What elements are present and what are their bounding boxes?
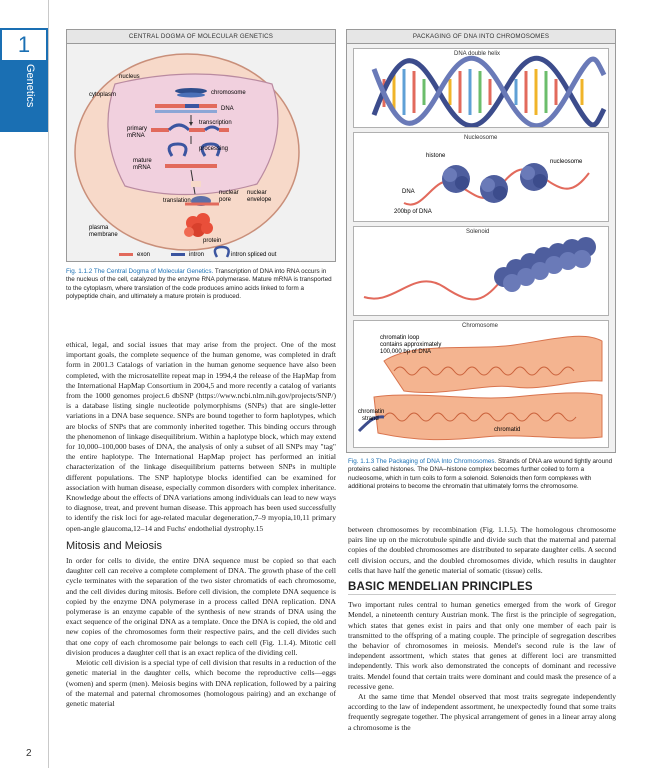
histone-bead bbox=[480, 175, 508, 203]
chapter-number: 1 bbox=[2, 30, 46, 60]
paragraph: In order for cells to divide, the entire DNA sequence must be copied so that each daughter cell can receive a complete complement of DNA. The growth phase of the cell cycle terminates with the separation of the two sister chromatids of each chromosome, and the cell divides during mitosis. Before cell division, the complete DNA sequence is copied by the enzyme DNA polymerase in a process called DNA replication. DNA polymerase is an enzyme capable of the synthesis of new strands of DNA using the exact sequence of the original DNA as a template. Once the DNA is copied, the old and new copies of the chromosomes form their respective pairs, and the cell divides such that one copy of each chromosome pair belongs to each cell (Fig. 1.1.4). Mitotic cell division produces a daughter cell that is an exact replica of the dividing cell. bbox=[66, 556, 336, 657]
panel-helix-title: DNA double helix bbox=[454, 51, 501, 57]
heading-mitosis: Mitosis and Meiosis bbox=[66, 539, 162, 552]
paragraph: Two important rules central to human genetics emerged from the work of Gregor Mendel, a nineteenth century Austrian monk. The first is the principle of segregation, which states that genes exist in pairs and that only one member of each pair is transmitted to the offspring of a mating couple. The principle of segregation describes the behavior of chromosomes in meiosis. Mendel's second rule is the law of independent assortment, which states that genes at different loci are transmitted independently. This work also demonstrated the concepts of dominant and recessive traits. Mendel found that certain traits were dominant and could mask the presence of a recessive gene. bbox=[348, 600, 616, 691]
label-chromosome: chromosome bbox=[211, 90, 246, 96]
label-transcription: transcription bbox=[199, 120, 232, 126]
nucleosome-drawing bbox=[354, 133, 608, 221]
panel-chromosome bbox=[353, 320, 609, 448]
legend-intron: intron bbox=[189, 252, 205, 258]
page-number: 2 bbox=[26, 748, 32, 759]
chromosome-drawing bbox=[354, 321, 608, 447]
label-dna: DNA bbox=[402, 189, 415, 195]
paragraph: between chromosomes by recombination (Fig. 1.1.5). The homologous chromosome pairs line up on the microtubule spindle and divide such that the maternal and paternal copies of the doubled chromosomes are distributed to separate daughter cells. A second cell division occurs, and the doubled chromosomes divide, which results in daughter cells that have half the genetic material of somatic (tissue) cells. bbox=[348, 525, 616, 575]
figure-header: CENTRAL DOGMA OF MOLECULAR GENETICS bbox=[67, 30, 335, 44]
label-processing: processing bbox=[199, 146, 229, 152]
label-200bp: 200bp of DNA bbox=[394, 209, 432, 215]
tab-divider bbox=[48, 0, 49, 768]
panel-nucleosome-title: Nucleosome bbox=[464, 135, 498, 141]
panel-solenoid bbox=[353, 226, 609, 316]
caption-fig-1-1-2 bbox=[66, 268, 334, 302]
central-dogma-diagram bbox=[67, 44, 335, 261]
label-histone: histone bbox=[426, 153, 446, 159]
label-loop: chromatin loop contains approximately 100,000 bp of DNA bbox=[380, 335, 442, 355]
label-translation: translation bbox=[163, 198, 191, 204]
label-nucleus: nucleus bbox=[119, 74, 140, 80]
label-nuclear-pore: nuclear pore bbox=[219, 190, 239, 203]
solenoid-coil bbox=[494, 237, 596, 292]
label-plasma-membrane: plasma membrane bbox=[89, 225, 118, 238]
left-column bbox=[66, 340, 336, 709]
label-cytoplasm: cytoplasm bbox=[89, 92, 117, 98]
chapter-tab bbox=[0, 0, 48, 768]
base-pairs bbox=[384, 69, 582, 115]
caption-body: Strands of DNA are wound tightly around proteins called histones. The DNA–histone complex becomes further coiled to form a nucleosome, which in turn coils to form a solenoid. Solenoids then form complexes with additional proteins to become the chromatin that ultimately forms the chromosome. bbox=[348, 458, 613, 491]
caption-title: Fig. 1.1.3 The Packaging of DNA Into Chromosomes. bbox=[348, 458, 497, 465]
label-dna: DNA bbox=[221, 106, 234, 112]
solenoid-drawing bbox=[354, 227, 608, 315]
label-strand: chromatin strand bbox=[358, 409, 385, 422]
label-nucleosome: nucleosome bbox=[550, 159, 583, 165]
histone-bead bbox=[520, 163, 548, 191]
dna-helix-drawing bbox=[354, 49, 608, 127]
panel-nucleosome bbox=[353, 132, 609, 222]
histone-bead bbox=[442, 165, 470, 193]
heading-mendel: BASIC MENDELIAN PRINCIPLES bbox=[348, 582, 616, 595]
legend-intron-spliced: intron spliced out bbox=[231, 252, 277, 258]
mature-mrna bbox=[165, 164, 217, 168]
paragraph: ethical, legal, and social issues that may arise from the project. One of the most important goals, the complete sequence of the human genome, was completed in draft form in 2001.3 Catalogs of variation in the human genome sequence have also been completed, with the microsatellite repeat map in 1994,4 the release of the HapMap from the International HapMap Consortium in 2004,5 and more recently a catalog of variants from the 1000 genomes project.6 dbSNP (https://www.ncbi.nlm.nih.gov/projects/SNP/) is a database listing single nucleotide polymorphisms (SNPs) that are single-letter variations in a DNA base sequence. SNPs are bound together to form haplotypes, which are blocks of SNPs that are commonly inherited together. This binding occurs through the phenomenon of linkage disequilibrium. Within a haplotype block, which may extend for 10,000–100,000 bases of DNA, the analysis of only a subset of all SNPs may "tag" the entire haplotype. The International HapMap project has performed an initial characterization of the linkage disequilibrium patterns between SNPs in multiple different populations. The SNP haplotype blocks identified can be examined for association with human disease, especially common disorders with complex inheritance. Knowledge about the effects of DNA variations among individuals can lead to new ways to diagnose, treat, and prevent human disease. This approach has been used successfully to identify the risk loci for age-related macular degeneration,7–9 myopia,10,11 primary open-angle glaucoma,12–14 and Fuchs' endothelial dystrophy.15 bbox=[66, 340, 337, 533]
caption-body: Transcription of DNA into RNA occurs in the nucleus of the cell, catalyzed by the enzyme RNA polymerase. Mature mRNA is transported to the cytoplasm, where translation of the code produces amino acids linked to form a polypeptide chain, and ultimately a mature protein is produced. bbox=[66, 268, 332, 301]
paragraph: Meiotic cell division is a special type of cell division that results in a reduction of the genetic material in the daughter cells, which become the reproductive cells—eggs (women) and sperm (men). Meiosis begins with DNA replication, followed by a pairing of the maternal and paternal chromosomes (homologous pairing) and an exchange of genetic material bbox=[66, 658, 336, 708]
label-protein: protein bbox=[203, 238, 222, 244]
legend-exon: exon bbox=[137, 252, 151, 258]
right-column bbox=[348, 525, 616, 733]
label-nuclear-envelope: nuclear envelope bbox=[247, 190, 272, 203]
panel-solenoid-title: Solenoid bbox=[466, 229, 490, 235]
figure-central-dogma bbox=[66, 29, 336, 262]
panel-helix bbox=[353, 48, 609, 128]
figure-dna-packaging bbox=[346, 29, 616, 453]
chromosome-icon bbox=[175, 88, 207, 98]
panel-chromosome-title: Chromosome bbox=[462, 323, 499, 329]
figure-header: PACKAGING OF DNA INTO CHROMOSOMES bbox=[347, 30, 615, 44]
caption-title: Fig. 1.1.2 The Central Dogma of Molecular Genetics. bbox=[66, 268, 214, 275]
caption-fig-1-1-3 bbox=[348, 458, 616, 492]
label-chromatid: chromatid bbox=[494, 427, 521, 433]
paragraph: At the same time that Mendel observed that most traits segregate independently according to the law of independent assortment, he unexpectedly found that some traits frequently segregate together. The physical arrangement of genes in a linear array along a chromosome is the bbox=[348, 692, 616, 732]
nuclear-pore bbox=[191, 181, 201, 187]
label-primary-mrna: primary mRNA bbox=[127, 126, 148, 139]
label-mature-mrna: mature mRNA bbox=[133, 158, 152, 171]
chapter-title: Genetics bbox=[24, 64, 36, 108]
